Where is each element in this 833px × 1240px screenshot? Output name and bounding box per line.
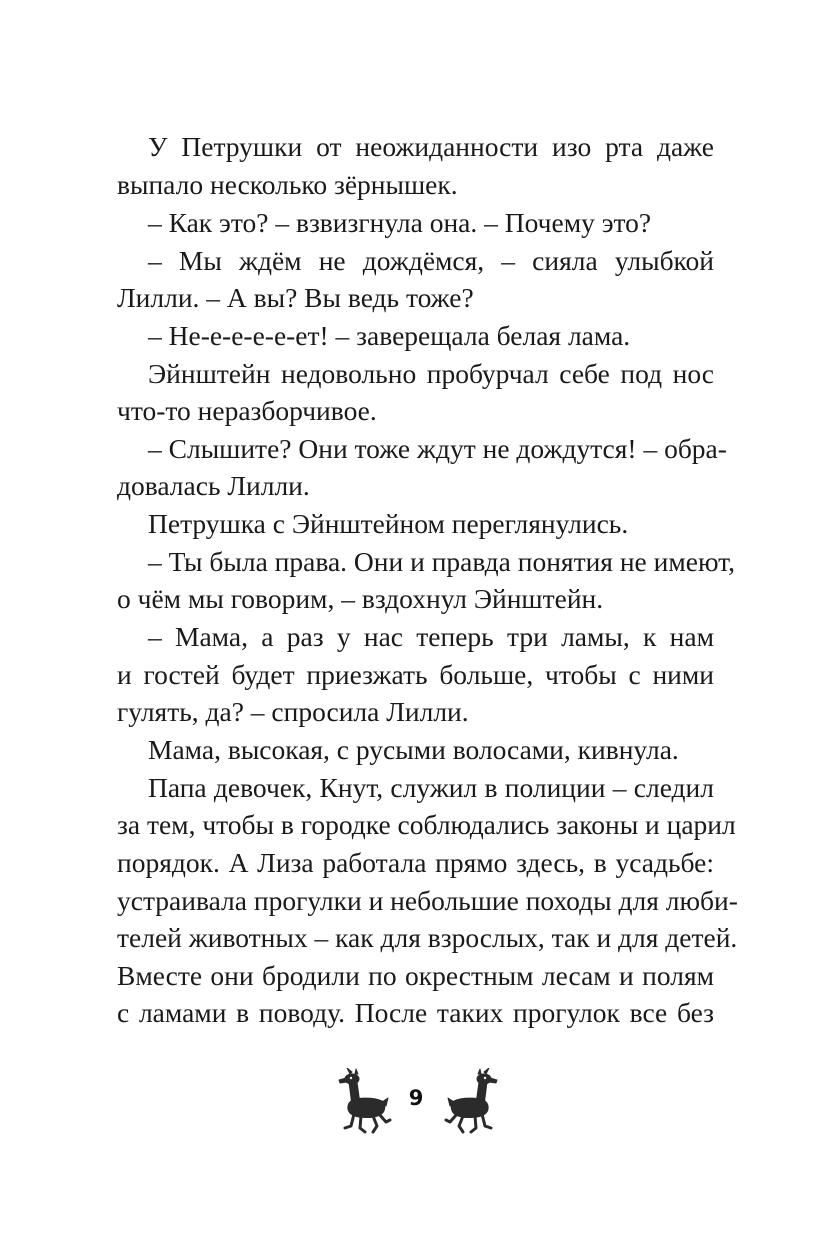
text-line: – Мы ждём не дождёмся, – сияла улыбкой [148,245,714,276]
text-line: Лилли. – А вы? Вы ведь тоже? [117,282,474,313]
text-line: – Как это? – взвизгнула она. – Почему это? [148,207,652,238]
text-line: Петрушка с Эйнштейном переглянулись. [148,508,629,539]
text-line: – Слышите? Они тоже ждут не дождутся! – обра- [148,433,727,464]
text-line: за тем, чтобы в городке соблюдались законы и царил [117,809,736,840]
text-line: – Мама, а раз у нас теперь три ламы, к нам [148,621,714,652]
text-line: Папа девочек, Кнут, служил в полиции – следил [148,772,714,803]
llama-icon [436,1068,506,1140]
text-line: и гостей будет приезжать больше, чтобы с ними [117,659,714,690]
text-line: Эйнштейн недовольно пробурчал себе под нос [148,358,714,389]
text-line: – Ты была права. Они и правда понятия не имеют, [148,546,735,577]
text-line: что-то неразборчивое. [117,395,377,426]
llama-icon [330,1068,400,1140]
text-line: – Не-е-е-е-е-ет! – заверещала белая лама. [148,320,631,351]
text-line: Мама, высокая, с русыми волосами, кивнула. [148,734,679,765]
text-line: выпало несколько зёрнышек. [117,169,458,200]
text-line: Вместе они бродили по окрестным лесам и полям [117,960,714,991]
text-line: устраивала прогулки и небольшие походы для люби- [117,885,738,916]
text-line: гулять, да? – спросила Лилли. [117,696,469,727]
text-line: порядок. А Лиза работала прямо здесь, в усадьбе: [117,847,714,878]
text-line: телей животных – как для взрослых, так и для детей. [117,922,738,953]
text-line: о чём мы говорим, – вздохнул Эйнштейн. [117,583,604,614]
text-line: довалась Лилли. [117,470,310,501]
text-line: с ламами в поводу. После таких прогулок все без [117,997,714,1028]
page-number: 9 [408,1086,424,1110]
page-footer [0,1068,833,1148]
text-line: У Петрушки от неожиданности изо рта даже [148,131,714,162]
